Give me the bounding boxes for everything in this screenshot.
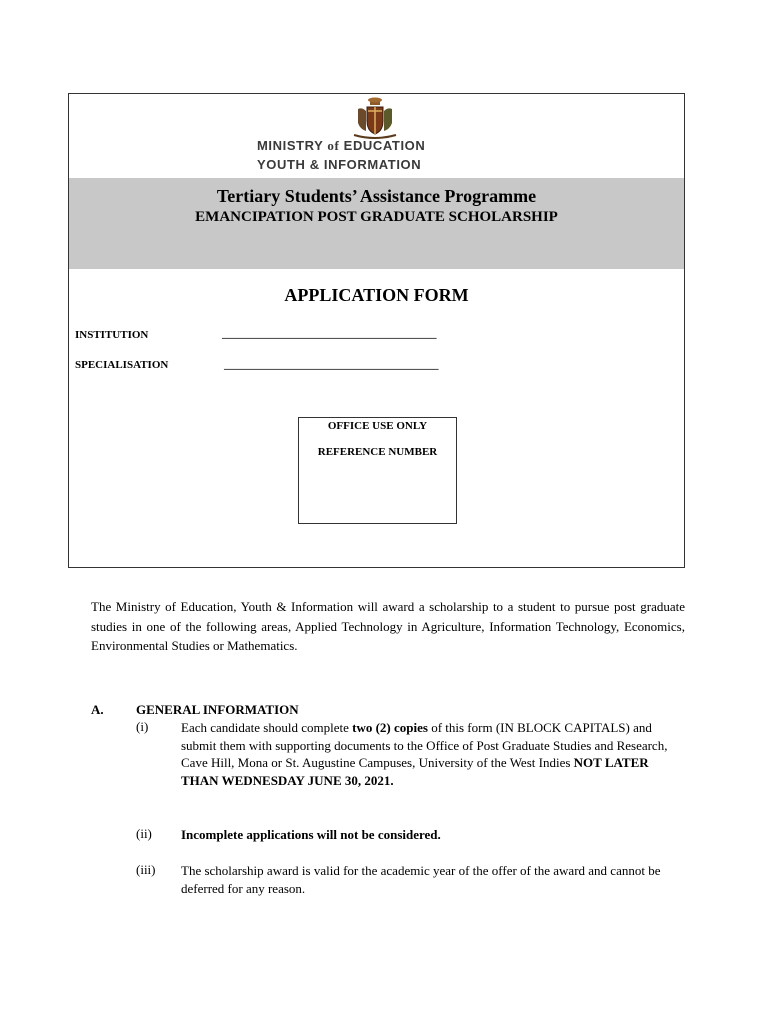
institution-label: INSTITUTION [75, 329, 149, 341]
ministry-word-of: of [327, 138, 340, 153]
item-text: Each candidate should complete [181, 720, 353, 735]
section-letter: A. [91, 702, 104, 717]
section-title: GENERAL INFORMATION [136, 702, 299, 717]
ministry-line-2: YOUTH & INFORMATION [257, 157, 422, 172]
intro-paragraph: The Ministry of Education, Youth & Information will award a scholarship to a student to pursue post graduate studies in one of the following areas, Applied Technology in Agriculture, Information Technology, Economics, Environmental Studies or Mathematics. [91, 599, 685, 653]
list-item [181, 826, 681, 844]
coat-of-arms-logo [350, 97, 400, 139]
office-use-box [298, 417, 457, 524]
institution-field[interactable]: _______________________________________ [222, 328, 437, 340]
scholarship-title: EMANCIPATION POST GRADUATE SCHOLARSHIP [195, 209, 558, 225]
list-item [181, 862, 681, 897]
item-bold-text: Incomplete applications will not be considered. [181, 827, 441, 842]
office-use-label: OFFICE USE ONLY [327, 420, 428, 432]
item-text: The scholarship award is valid for the academic year of the offer of the award and cannot be deferred for any reason. [181, 863, 661, 896]
item-text: of this form (IN BLOCK CAPITALS) and submit them with supporting documents to the Office of Post Graduate Studies and Research, Cave Hill, Mona or St. Augustine Campuses, University of the West Indies [181, 720, 668, 771]
item-deadline: NOT LATER THAN WEDNESDAY JUNE 30, 2021. [181, 755, 649, 788]
specialisation-label: SPECIALISATION [75, 359, 169, 371]
list-item-number: (i) [136, 719, 149, 734]
specialisation-field[interactable]: _______________________________________ [224, 359, 439, 371]
ministry-name [257, 136, 507, 174]
reference-number-label: REFERENCE NUMBER [317, 446, 438, 458]
list-item [181, 719, 681, 789]
programme-title: Tertiary Students’ Assistance Programme [216, 186, 537, 206]
item-bold-text: two (2) copies [352, 720, 428, 735]
programme-banner [69, 178, 684, 269]
list-item-number: (ii) [136, 826, 152, 841]
ministry-word-2: EDUCATION [343, 138, 426, 153]
ministry-word-1: MINISTRY [257, 138, 324, 153]
list-item-number: (iii) [136, 862, 156, 877]
application-form-title: APPLICATION FORM [284, 285, 469, 305]
ministry-line-1 [257, 136, 507, 155]
